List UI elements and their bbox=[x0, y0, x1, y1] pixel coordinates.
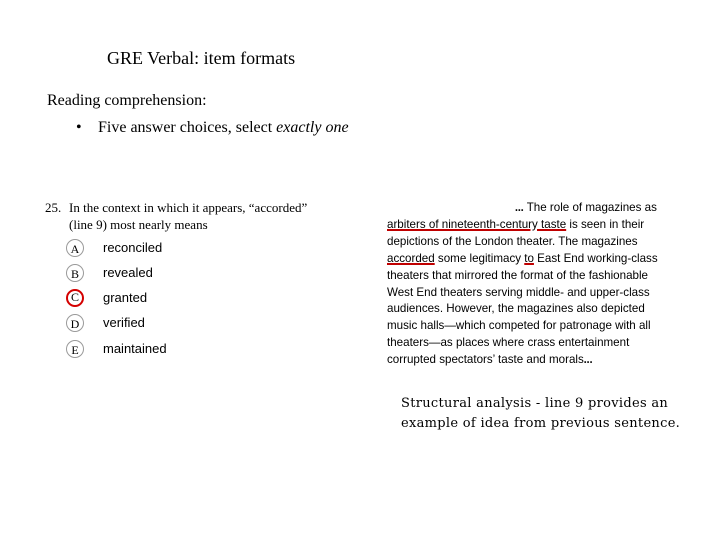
note-line-2: example of idea from previous sentence. bbox=[401, 416, 681, 431]
passage-line-5: theaters that mirrored the format of the fashionable bbox=[387, 268, 649, 282]
choice-text-a: reconciled bbox=[103, 240, 163, 255]
structural-note bbox=[401, 394, 680, 434]
passage-line-2-text: is seen in their bbox=[566, 217, 645, 231]
bullet-text: Five answer choices, select bbox=[98, 119, 277, 136]
passage-line-2 bbox=[387, 217, 687, 234]
choice-text-b: revealed bbox=[103, 265, 153, 280]
answer-choice-e[interactable] bbox=[66, 340, 167, 358]
question-line-1: In the context in which it appears, “accorded” bbox=[69, 200, 308, 215]
bullet-dot: • bbox=[76, 119, 82, 136]
passage-line-10 bbox=[387, 352, 687, 369]
choice-letter-e[interactable]: E bbox=[66, 340, 84, 358]
choice-letter-c-selected[interactable]: C bbox=[66, 289, 84, 307]
passage-line-1 bbox=[387, 200, 687, 217]
question-line-2: (line 9) most nearly means bbox=[69, 217, 208, 232]
passage-underline-accorded: accorded bbox=[387, 251, 435, 265]
passage-line-10-text: corrupted spectators’ taste and morals bbox=[387, 353, 584, 367]
passage-line-4 bbox=[387, 251, 687, 268]
choice-text-d: verified bbox=[103, 315, 145, 330]
answer-choice-d[interactable] bbox=[66, 314, 145, 332]
passage-underline-arbiters: arbiters of nineteenth-century taste bbox=[387, 217, 567, 231]
passage-line-6: West End theaters serving middle- and upper-class bbox=[387, 285, 650, 299]
passage-line-9: theaters—as places where crass entertainment bbox=[387, 336, 630, 350]
passage-underline-to: to bbox=[524, 251, 534, 265]
passage-trail-ellipsis: ... bbox=[583, 353, 593, 367]
answer-choice-c[interactable] bbox=[66, 289, 148, 307]
passage-lead-ellipsis: ... bbox=[515, 201, 524, 214]
passage-line-8: music halls—which competed for patronage with all bbox=[387, 319, 651, 333]
bullet-item bbox=[76, 119, 349, 137]
passage-line-1-text: The role of magazines as bbox=[523, 201, 657, 214]
answer-choice-a[interactable] bbox=[66, 239, 163, 257]
note-line-1: Structural analysis - line 9 provides an bbox=[401, 396, 669, 411]
passage-line-4-mid: some legitimacy bbox=[434, 251, 525, 265]
answer-choice-b[interactable] bbox=[66, 264, 153, 282]
section-heading: Reading comprehension: bbox=[47, 92, 207, 109]
choice-text-c: granted bbox=[103, 290, 148, 305]
bullet-emphasis: exactly one bbox=[276, 119, 349, 136]
question-number: 25. bbox=[45, 200, 62, 215]
choice-letter-d[interactable]: D bbox=[66, 314, 84, 332]
passage-line-7: audiences. However, the magazines also depicted bbox=[387, 302, 645, 316]
choice-text-e: maintained bbox=[103, 341, 167, 356]
passage-line-3: depictions of the London theater. The magazines bbox=[387, 234, 638, 248]
choice-letter-a[interactable]: A bbox=[66, 239, 84, 257]
question-stem bbox=[45, 199, 345, 233]
passage-line-4-rest: East End working-class bbox=[533, 251, 658, 265]
reading-passage bbox=[387, 200, 687, 369]
slide-title: GRE Verbal: item formats bbox=[107, 48, 296, 68]
choice-letter-b[interactable]: B bbox=[66, 264, 84, 282]
